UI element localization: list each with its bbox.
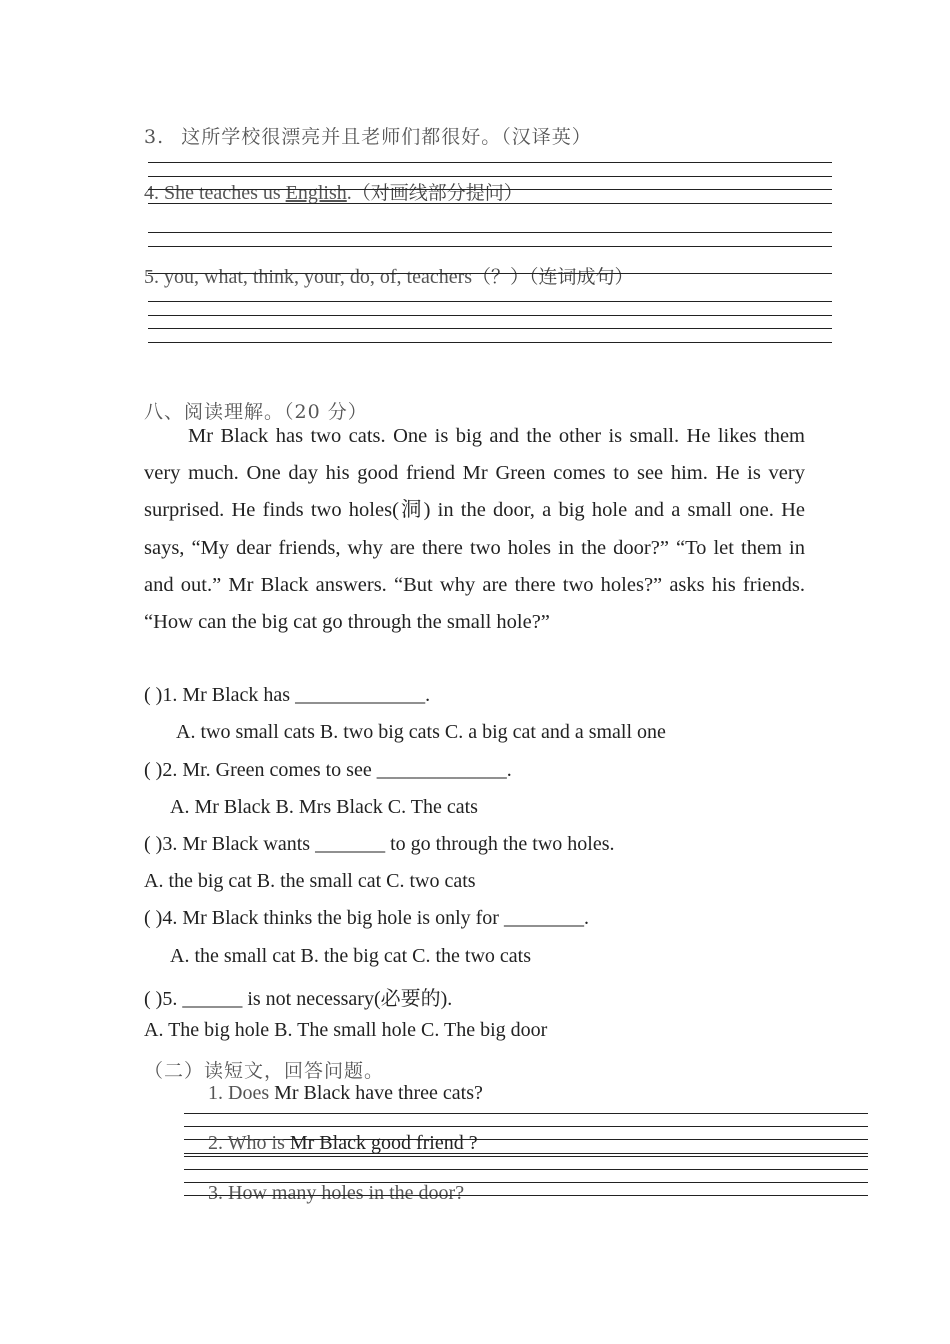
answer-line <box>148 189 832 190</box>
question-stem: ( )3. Mr Black wants _______ to go through the two holes. <box>144 833 615 855</box>
answer-line <box>148 342 832 343</box>
answer-line <box>148 162 832 163</box>
answer-question-2-number: 2. Who is <box>208 1132 290 1154</box>
question-3-number: 3. <box>144 126 165 148</box>
question-stem: ( )1. Mr Black has _____________. <box>144 684 431 706</box>
answer-question-2-text: Mr Black good friend ? <box>289 1132 478 1154</box>
question-5-instruction: （连词成句） <box>529 266 634 288</box>
question-5-words: 5. you, what, think, your, do, of, teachers <box>144 266 473 288</box>
question-stem: ( )4. Mr Black thinks the big hole is only for ________. <box>144 907 589 929</box>
answer-line <box>184 1195 868 1196</box>
answer-line <box>148 315 832 316</box>
section-heading: 八、阅读理解。（20 分） <box>144 401 368 423</box>
answer-line <box>148 301 832 302</box>
answer-question-1-number: 1. Does <box>208 1082 275 1104</box>
part-two-heading: （二）读短文，回答问题。 <box>144 1060 385 1082</box>
passage-text: Mr Black has two cats. One is big and the other is small. He likes them very much. One day his good friend Mr Green comes to see him. He is very surprised. He finds two holes(洞) in the door, a big hole and a small one. He says, “My dear friends, why are there two holes in the door?” “To let them in and out.” Mr Black answers. “But why are there two holes?” asks his friends. “How can the big cat go through the small hole?” <box>144 425 805 634</box>
question-4-period: . <box>346 182 352 204</box>
answer-question-1-text: Mr Black have three cats? <box>274 1082 483 1104</box>
question-stem: ( )5. ______ is not necessary(必要的). <box>144 988 453 1010</box>
question-options: A. the big cat B. the small cat C. two cats <box>144 870 476 892</box>
answer-line <box>184 1126 868 1127</box>
answer-question-2 <box>208 1132 478 1155</box>
reading-passage <box>144 418 805 641</box>
question-options: A. the small cat B. the big cat C. the two cats <box>170 945 532 967</box>
answer-line <box>184 1153 868 1154</box>
answer-line <box>148 246 832 247</box>
answer-line <box>184 1156 868 1157</box>
question-4-instruction: （对画线部分提问） <box>351 182 523 204</box>
answer-question-1 <box>208 1082 483 1105</box>
question-3 <box>144 122 592 149</box>
answer-line <box>148 203 832 204</box>
question-5 <box>144 262 634 289</box>
answer-line <box>148 328 832 329</box>
question-stem: ( )2. Mr. Green comes to see _____________. <box>144 759 512 781</box>
question-4-text: 4. She teaches us <box>144 182 286 204</box>
question-options: A. Mr Black B. Mrs Black C. The cats <box>170 796 478 818</box>
answer-line <box>184 1169 868 1170</box>
question-5-mark: （？） <box>472 266 530 288</box>
question-4 <box>144 178 523 205</box>
answer-line <box>148 273 832 274</box>
answer-question-3: 3. How many holes in the door? <box>208 1182 465 1204</box>
answer-line <box>148 176 832 177</box>
question-options: A. The big hole B. The small hole C. The big door <box>144 1019 548 1041</box>
answer-line <box>148 232 832 233</box>
answer-line <box>184 1113 868 1114</box>
question-3-text: 这所学校很漂亮并且老师们都很好。（汉译英） <box>181 126 592 148</box>
question-options: A. two small cats B. two big cats C. a big cat and a small one <box>176 721 666 743</box>
underlined-word: English <box>285 182 347 204</box>
